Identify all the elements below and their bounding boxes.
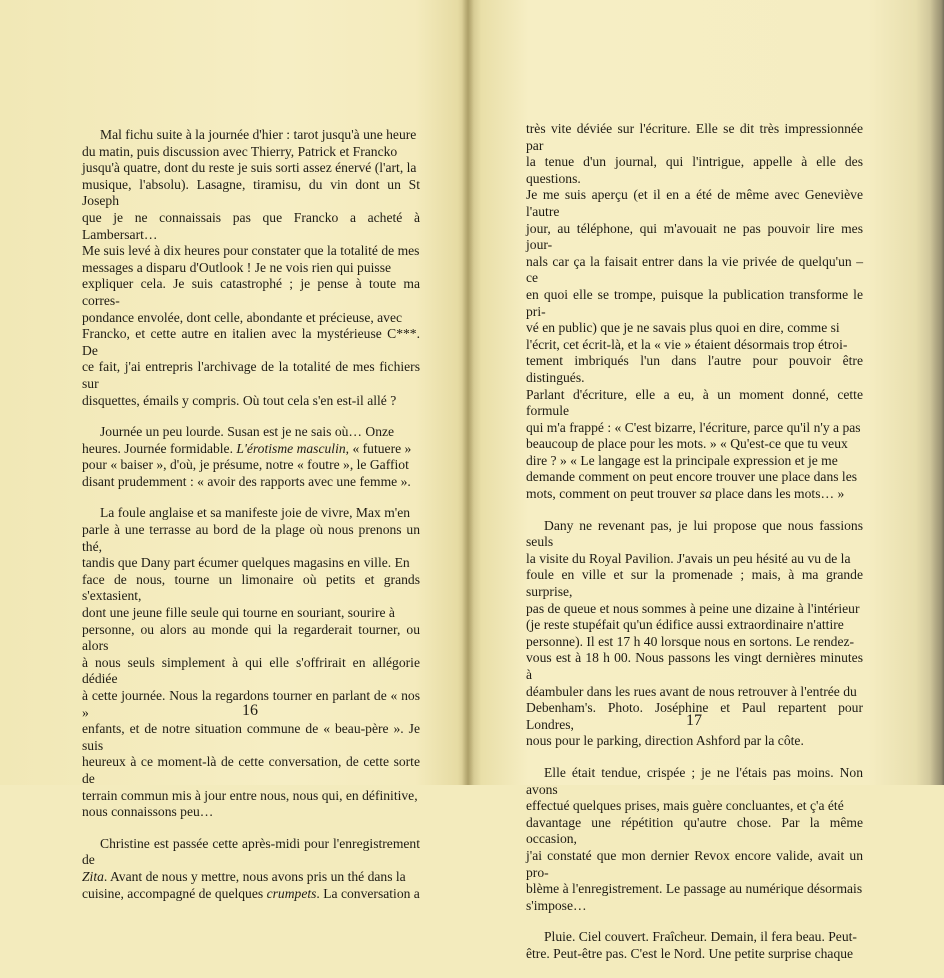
left-page: [0, 0, 466, 901]
left-page-text: [82, 127, 420, 917]
paragraph: Mal fichu suite à la journée d'hier : tarot jusqu'à une heure du matin, puis discussion avec Thierry, Patrick et Francko jusqu'à quatre, dont du reste je suis sorti assez énervé (l'art, la musique, l'absolu). Lasagne, tiramisu, du vin dont un St Joseph que je ne connaissais pas que Francko a acheté à Lambersart… Me suis levé à dix heures pour constater que la totalité de mes messages a disparu d'Outlook ! Je ne vois rien qui puisse expliquer cela. Je suis catastrophé ; je pense à toute ma corres- pondance envolée, dont celle, abondante et précieuse, avec Francko, et cette autre en italien avec la mystérieuse C***. De ce fait, j'ai entrepris l'archivage de la totalité de mes fichiers sur disquettes, émails y compris. Où tout cela s'en est-il allé ?: [82, 127, 420, 408]
paragraph: Dany ne revenant pas, je lui propose que nous fassions seuls la visite du Royal Pavilion. J'avais un peu hésité au vu de la foule en ville et sur la promenade ; mais, à ma grande surprise, pas de queue et nous sommes à peine une dizaine à l'intérieur (je reste stupéfait qu'un édifice aussi extraordinaire n'attire personne). Il est 17 h 40 lorsque nous en sortons. Le rendez- vous est à 18 h 00. Nous passons les vingt dernières minutes à déambuler dans les rues avant de nous retrouver à l'entrée du Debenham's. Photo. Joséphine et Paul repartent pour Londres, nous pour le parking, direction Ashford par la côte.: [526, 517, 863, 749]
right-page-text: [526, 121, 863, 978]
paragraph: très vite déviée sur l'écriture. Elle se dit très impressionnée par la tenue d'un journal, qui l'intrigue, appelle à elle des questions. Je me suis aperçu (et il en a été de même avec Geneviève l'autre jour, au téléphone, qui m'avouait ne pas pouvoir lire mes jour- nals car ça la faisait entrer dans la vie privée de quelqu'un – ce en quoi elle se trompe, puisque la publication transforme le pri- vé en public) que je ne savais plus quoi en dire, comme si l'écrit, cet écrit-là, et la « vie » étaient désormais trop étroi- tement imbriqués l'un dans l'autre pour pouvoir être distingués. Parlant d'écriture, elle a eu, à un moment donné, cette formule qui m'a frappé : « C'est bizarre, l'écriture, parce qu'il n'y a pas beaucoup de place pour les mots. » « Qu'est-ce que tu veux dire ? » « Le langage est la principale expression et je me demande comment on peut encore trouver une place dans les mots, comment on peut trouver sa place dans les mots… »: [526, 121, 863, 502]
paragraph: Christine est passée cette après-midi pour l'enregistrement de Zita. Avant de nous y mettre, nous avons pris un thé dans la cuisine, accompagné de quelques crumpets. La conversation a: [82, 835, 420, 901]
right-page: [470, 0, 944, 961]
paragraph: Pluie. Ciel couvert. Fraîcheur. Demain, il fera beau. Peut- être. Peut-être pas. C'est le Nord. Une petite surprise chaque: [526, 929, 857, 961]
paragraph: Elle était tendue, crispée ; je ne l'étais pas moins. Non avons effectué quelques prises, mais guère concluantes, et ç'a été davantage une répétition qu'autre chose. Par la même occasion, j'ai constaté que mon dernier Revox encore valide, avait un pro- blème à l'enregistrement. Le passage au numérique désormais s'impose…: [526, 764, 863, 913]
page-number: 16: [242, 702, 258, 719]
paragraph: La foule anglaise et sa manifeste joie de vivre, Max m'en parle à une terrasse au bord de la plage où nous prenons un thé, tandis que Dany part écumer quelques magasins en ville. En face de nous, tourne un limonaire où petits et grands s'extasient, dont une jeune fille seule qui tourne en souriant, sourire à personne, ou alors au monde qui la regarderait tourner, ou alors à nous seuls simplement à qui elle s'offrirait en allégorie dédiée à cette journée. Nous la regardons tourner en parlant de « nos » enfants, et de notre situation commune de « beau-père ». Je suis heureux à ce moment-là de cette conversation, de cette sorte de terrain commun mis à jour entre nous, nous qui, en définitive, nous connaissons peu…: [82, 505, 420, 820]
page-edge-shadow: [930, 0, 944, 785]
page-number: 17: [686, 712, 702, 729]
paragraph: Journée un peu lourde. Susan est je ne sais où… Onze heures. Journée formidable. L'érotisme masculin, « futuere » pour « baiser », d'où, je présume, notre « foutre », le Gaffiot disant prudemment : « avoir des rapports avec une femme ».: [82, 424, 412, 489]
